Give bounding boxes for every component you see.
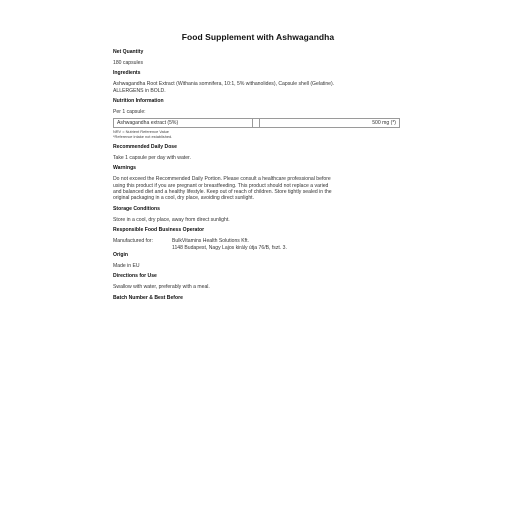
net-quantity-value: 180 capsules xyxy=(113,60,144,66)
ingredients-text: Ashwagandha Root Extract (Withania somnifera, 10:1, 5% withanolides), Capsule shell (Gelatine). xyxy=(113,81,335,88)
ingredients-heading: Ingredients xyxy=(113,70,141,77)
nrv-note: NRV = Nutrient Reference Value xyxy=(113,129,169,135)
manufacturer-label: Manufactured for: xyxy=(113,238,153,245)
operator-heading: Responsible Food Business Operator xyxy=(113,227,205,234)
manufacturer-block xyxy=(113,238,403,251)
warnings-line: Do not exceed the Recommended Daily Portion. Please consult a healthcare professional before xyxy=(113,176,331,183)
net-quantity-heading: Net Quantity xyxy=(113,49,144,55)
allergens-note: ALLERGENS in BOLD. xyxy=(113,87,166,94)
nutrition-per: Per 1 capsule: xyxy=(113,109,146,116)
warnings-line: and balanced diet and a healthy lifestyle. Keep out of reach of children. Store tightly sealed in the xyxy=(113,189,332,196)
directions-heading: Directions for Use xyxy=(113,273,157,280)
batch-heading: Batch Number & Best Before xyxy=(113,294,183,301)
nutrient-value: 500 mg (*) xyxy=(259,118,399,128)
nutrient-spacer xyxy=(252,118,259,128)
nutrition-table xyxy=(113,118,400,129)
storage-text: Store in a cool, dry place, away from direct sunlight. xyxy=(113,216,230,223)
dose-heading: Recommended Daily Dose xyxy=(113,143,177,150)
nutrition-heading: Nutrition Information xyxy=(113,98,164,105)
origin-text: Made in EU xyxy=(113,263,140,270)
table-row xyxy=(114,118,400,128)
warnings-line: using this product if you are pregnant or breastfeeding. This product should not replace a varied xyxy=(113,182,329,189)
document-title: Food Supplement with Ashwagandha xyxy=(181,32,335,42)
nutrient-name: Ashwagandha extract (5%) xyxy=(114,118,253,128)
warnings-heading: Warnings xyxy=(113,165,137,172)
supplement-label-document xyxy=(113,32,403,302)
manufacturer-address xyxy=(172,238,287,251)
manufacturer-street: 1148 Budapest, Nagy Lajos király útja 76/B, fszt. 3. xyxy=(172,244,287,251)
manufacturer-name: BulkVitamins Health Solutions Kft. xyxy=(172,238,249,245)
reference-intake-note: *Reference intake not established. xyxy=(113,134,173,139)
origin-heading: Origin xyxy=(113,252,128,259)
directions-text: Swallow with water, preferably with a meal. xyxy=(113,284,210,291)
storage-heading: Storage Conditions xyxy=(113,205,160,212)
warnings-line: original packaging in a cool, dry place, avoiding direct sunlight. xyxy=(113,195,255,202)
dose-text: Take 1 capsule per day with water. xyxy=(113,154,191,161)
